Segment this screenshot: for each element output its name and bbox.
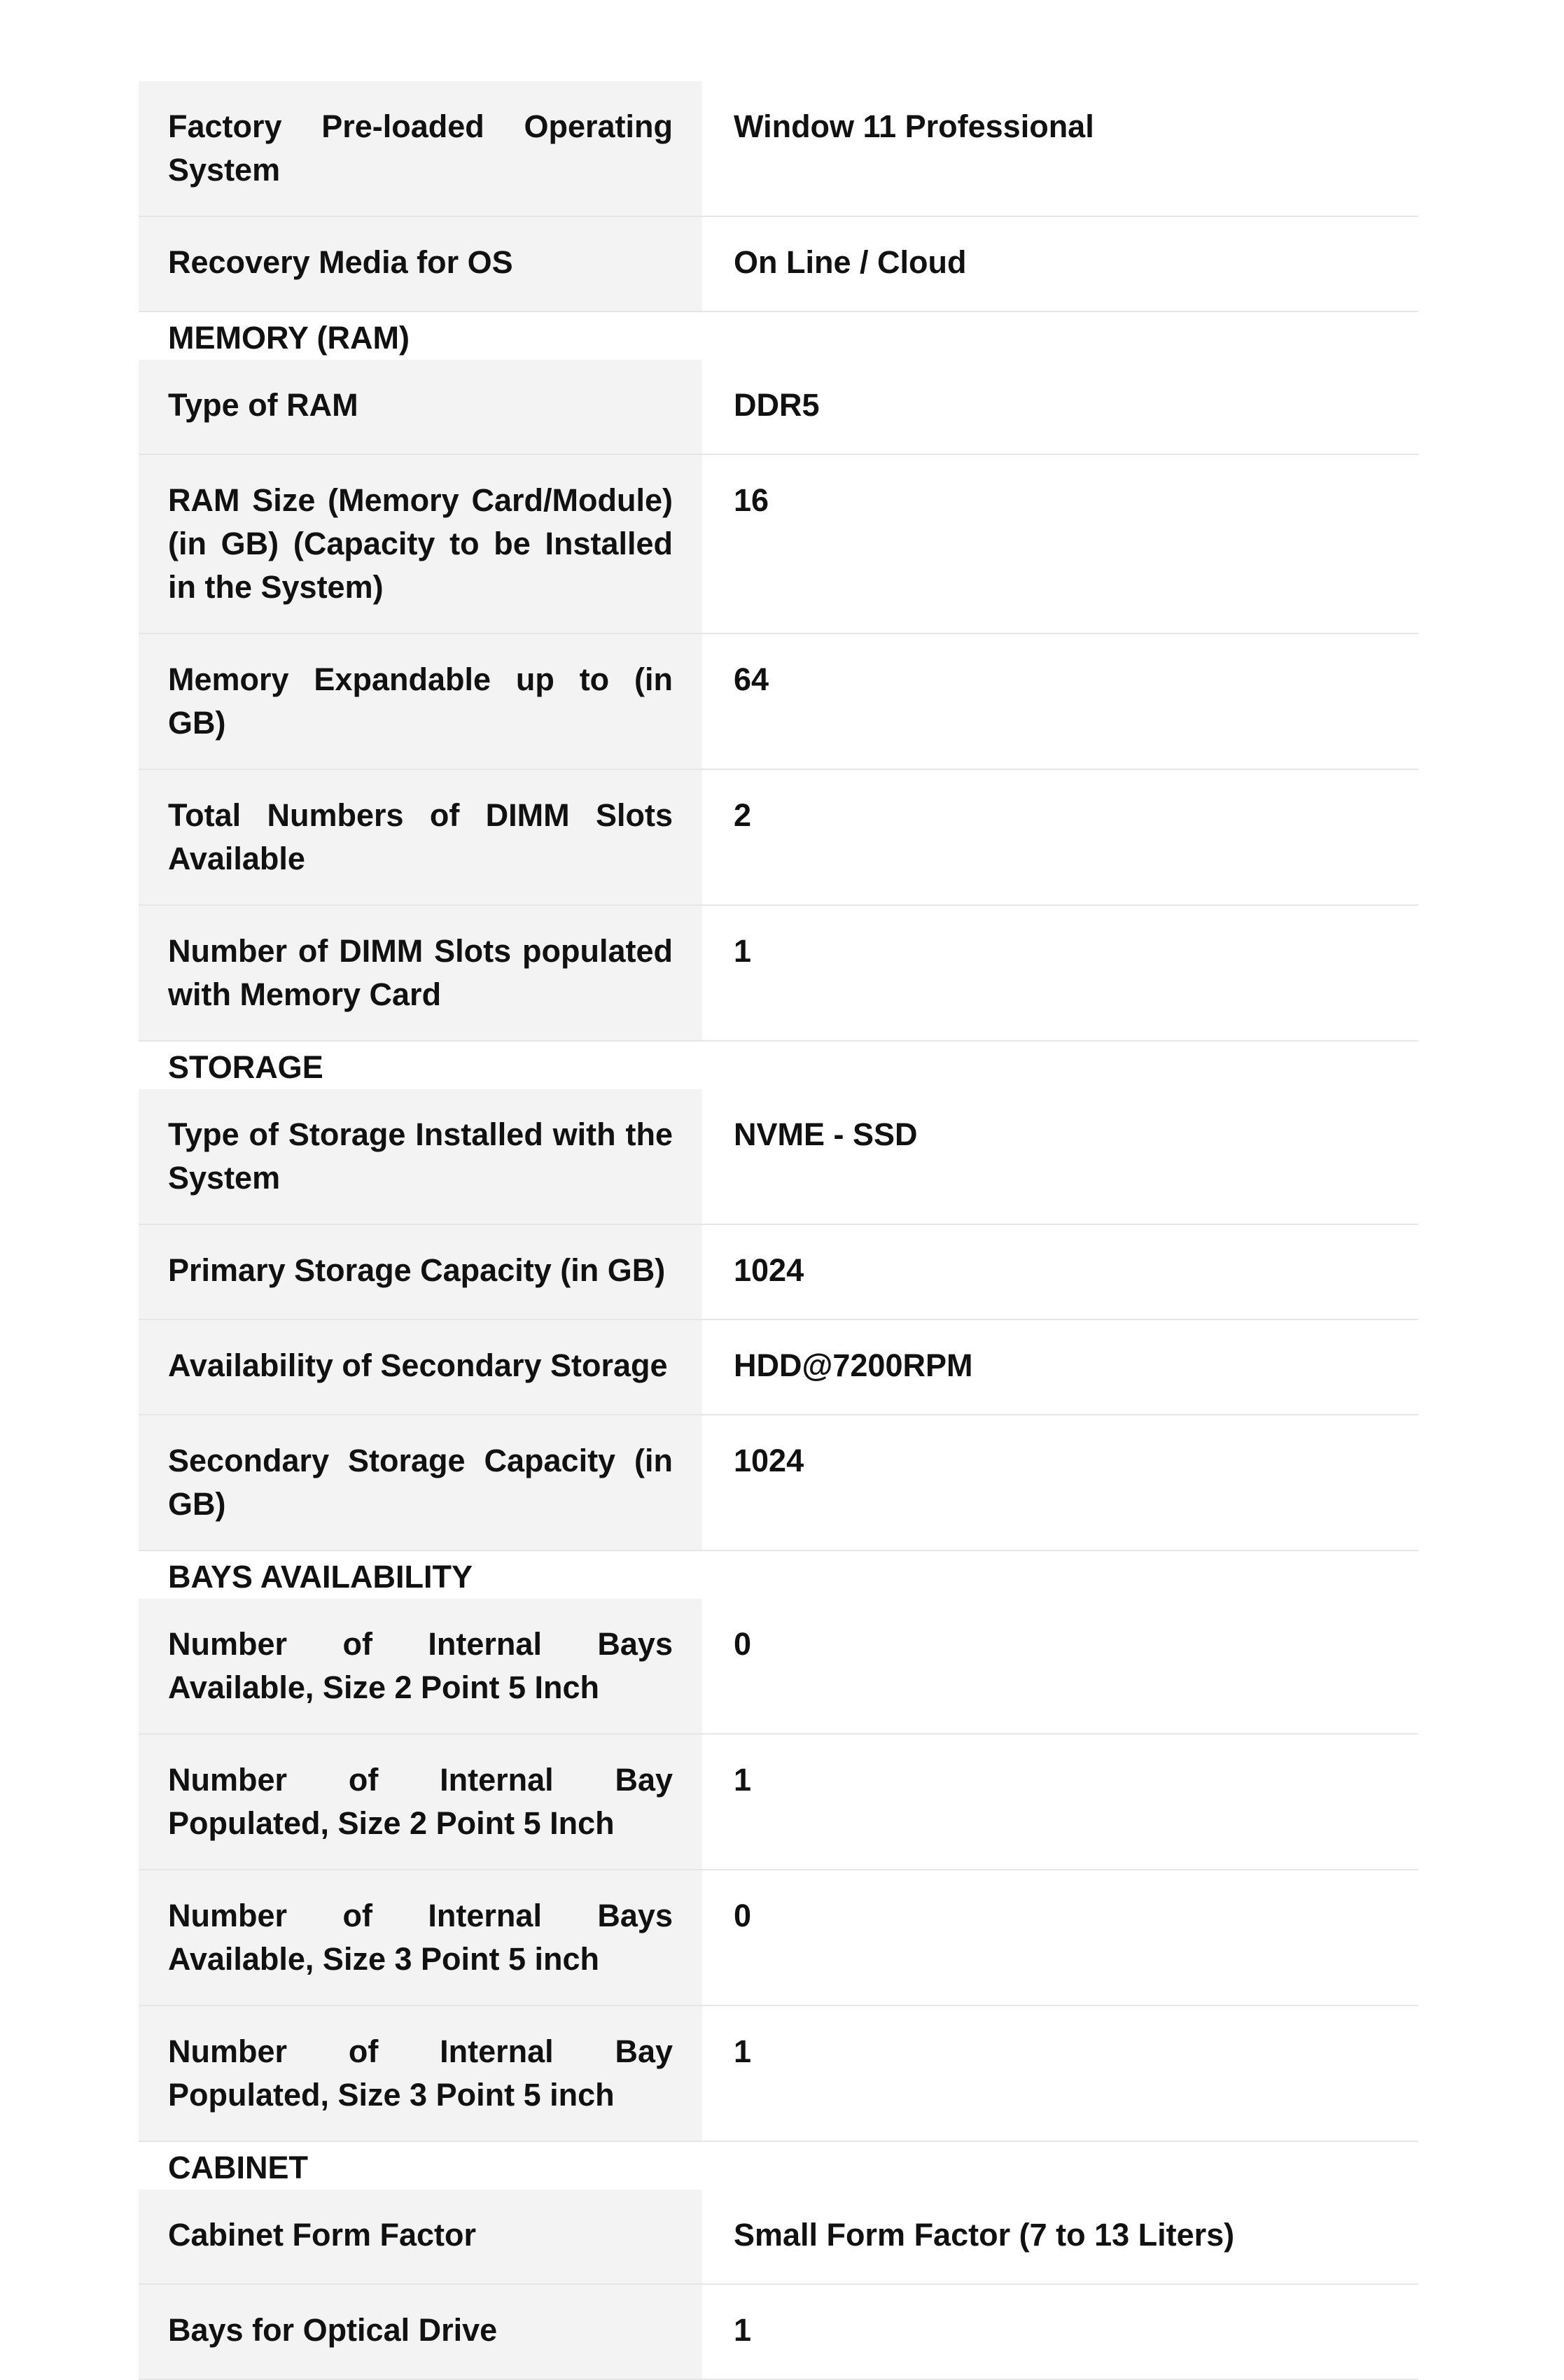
- spec-row: [139, 360, 1418, 454]
- spec-value: 0: [702, 1870, 1418, 2005]
- spec-label: Memory Expandable up to (in GB): [139, 634, 702, 769]
- spec-label: Bays for Optical Drive: [139, 2284, 702, 2379]
- spec-value: 1: [702, 2005, 1418, 2141]
- spec-row: [139, 1870, 1418, 2005]
- spec-value: Small Form Factor (7 to 13 Liters): [702, 2190, 1418, 2284]
- spec-value: On Line / Cloud: [702, 216, 1418, 312]
- spec-value: Window 11 Professional: [702, 81, 1418, 216]
- spec-row: [139, 2190, 1418, 2284]
- spec-label: RAM Size (Memory Card/Module) (in GB) (Capacity to be Installed in the System): [139, 454, 702, 634]
- spec-value: 1: [702, 2284, 1418, 2379]
- section-header-row: [139, 1041, 1418, 1089]
- spec-label: Primary Storage Capacity (in GB): [139, 1224, 702, 1320]
- spec-label: Number of Internal Bays Available, Size 3 Point 5 inch: [139, 1870, 702, 2005]
- section-heading: STORAGE: [139, 1041, 1418, 1089]
- section-header-row: [139, 2141, 1418, 2190]
- spec-row: [139, 1734, 1418, 1870]
- spec-label: Availability of Secondary Storage: [139, 1320, 702, 1415]
- spec-value: 1: [702, 905, 1418, 1041]
- spec-row: [139, 81, 1418, 216]
- spec-row: [139, 2284, 1418, 2379]
- spec-row: [139, 905, 1418, 1041]
- spec-row: [139, 454, 1418, 634]
- spec-value: 1: [702, 1734, 1418, 1870]
- spec-value: 1024: [702, 1224, 1418, 1320]
- spec-label: Number of Internal Bay Populated, Size 2 Point 5 Inch: [139, 1734, 702, 1870]
- spec-value: HDD@7200RPM: [702, 1320, 1418, 1415]
- section-header-row: [139, 1550, 1418, 1599]
- spec-label: Total Numbers of DIMM Slots Available: [139, 769, 702, 905]
- spec-value: 2: [702, 769, 1418, 905]
- spec-value: DDR5: [702, 360, 1418, 454]
- specification-table-body: [139, 81, 1418, 2379]
- spec-label: Type of RAM: [139, 360, 702, 454]
- spec-label: Recovery Media for OS: [139, 216, 702, 312]
- spec-label: Type of Storage Installed with the System: [139, 1089, 702, 1224]
- spec-row: [139, 1599, 1418, 1734]
- spec-row: [139, 1089, 1418, 1224]
- spec-row: [139, 1415, 1418, 1550]
- spec-label: Number of DIMM Slots populated with Memory Card: [139, 905, 702, 1041]
- section-heading: CABINET: [139, 2141, 1418, 2190]
- section-header-row: [139, 312, 1418, 360]
- spec-row: [139, 216, 1418, 312]
- spec-value: NVME - SSD: [702, 1089, 1418, 1224]
- spec-value: 1024: [702, 1415, 1418, 1550]
- spec-row: [139, 1320, 1418, 1415]
- spec-label: Cabinet Form Factor: [139, 2190, 702, 2284]
- spec-row: [139, 1224, 1418, 1320]
- spec-value: 16: [702, 454, 1418, 634]
- spec-value: 0: [702, 1599, 1418, 1734]
- spec-row: [139, 2005, 1418, 2141]
- spec-label: Number of Internal Bay Populated, Size 3 Point 5 inch: [139, 2005, 702, 2141]
- specification-table: [139, 81, 1418, 2380]
- spec-row: [139, 769, 1418, 905]
- spec-value: 64: [702, 634, 1418, 769]
- spec-label: Factory Pre-loaded Operating System: [139, 81, 702, 216]
- spec-label: Secondary Storage Capacity (in GB): [139, 1415, 702, 1550]
- section-heading: BAYS AVAILABILITY: [139, 1550, 1418, 1599]
- spec-label: Number of Internal Bays Available, Size 2 Point 5 Inch: [139, 1599, 702, 1734]
- section-heading: MEMORY (RAM): [139, 312, 1418, 360]
- spec-row: [139, 634, 1418, 769]
